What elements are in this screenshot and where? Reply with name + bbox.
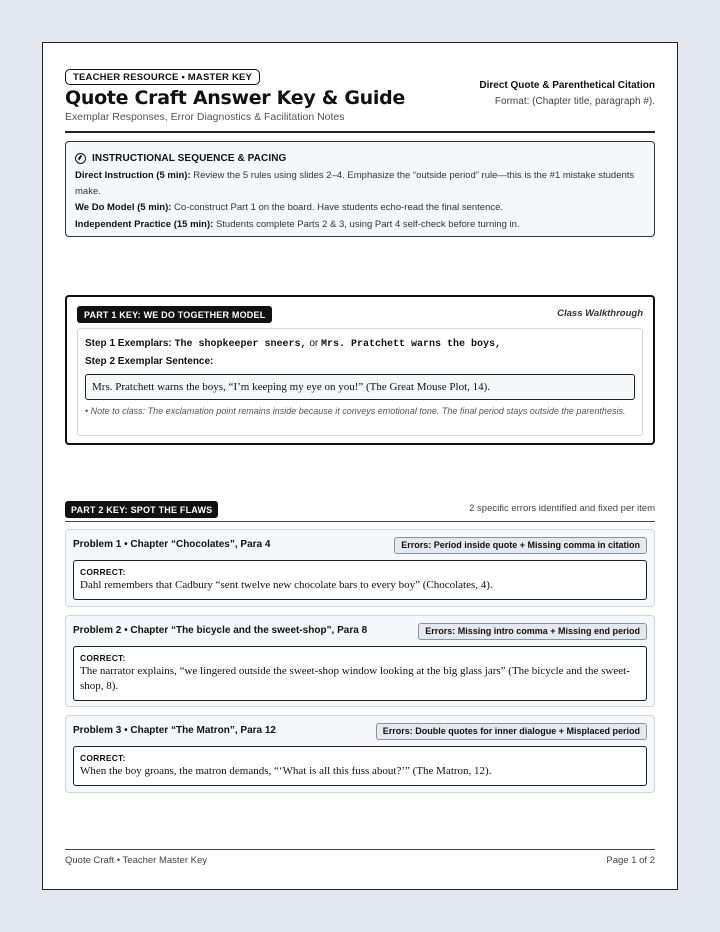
part1-note: Class Walkthrough (557, 308, 643, 319)
instruction-item-text: Co-construct Part 1 on the board. Have students echo-read the final sentence. (174, 202, 504, 213)
instruction-item-text: Students complete Parts 2 & 3, using Part 4 self-check before turning in. (215, 218, 520, 230)
error-badge: Errors: Period inside quote + Missing comma in citation (394, 537, 647, 554)
step1-label: Step 1 Exemplars: (85, 338, 172, 349)
part1-section (65, 295, 655, 445)
instruction-item (75, 217, 645, 233)
step1-line (85, 337, 635, 352)
instruction-box (65, 141, 655, 237)
correct-label: CORRECT: (80, 753, 126, 763)
problem-title: Problem 2 • Chapter “The bicycle and the sweet-shop”, Para 8 (73, 625, 368, 636)
step2-label: Step 2 Exemplar Sentence: (85, 356, 214, 367)
instruction-item (75, 200, 645, 216)
correct-answer-box (73, 646, 647, 701)
topic-title: Direct Quote & Parenthetical Citation (479, 80, 655, 91)
exemplar-sentence: Mrs. Pratchett warns the boys, “I’m keeping my eye on you!” (The Great Mouse Plot, 14). (85, 374, 635, 400)
instruction-item (75, 168, 645, 199)
instruction-item-text: Review the 5 rules using slides 2–4. Emphasize the “outside period” rule—this is the #1 mistake students make. (75, 170, 635, 197)
correct-answer: Dahl remembers that Cadbury “sent twelve new chocolate bars to every boy” (Chocolates, 4). (80, 579, 493, 591)
page-content (65, 43, 655, 889)
instruction-item-label: We Do Model (5 min): (75, 202, 172, 213)
step1-example-b: Mrs. Pratchett warns the boys, (321, 339, 502, 350)
part2-header (65, 499, 655, 521)
document-header (65, 69, 655, 133)
correct-answer: When the boy groans, the matron demands, “‘What is all this fuss about?’” (The Matron, 12). (80, 765, 492, 777)
part2-note: 2 specific errors identified and fixed per item (469, 503, 655, 514)
error-badge: Errors: Missing intro comma + Missing end period (418, 623, 647, 640)
class-note: • Note to class: The exclamation point remains inside because it conveys emotional tone. The final period stays outside the parenthesis. (85, 406, 626, 416)
page-number: Page 1 of 2 (606, 855, 655, 866)
error-badge: Errors: Double quotes for inner dialogue + Misplaced period (376, 723, 647, 740)
correct-label: CORRECT: (80, 653, 126, 663)
resource-tag: TEACHER RESOURCE • MASTER KEY (65, 69, 260, 85)
instruction-item-label: Direct Instruction (5 min): (75, 170, 191, 181)
instruction-list (75, 168, 645, 232)
problem-card (65, 529, 655, 607)
problem-card (65, 615, 655, 707)
page-subtitle: Exemplar Responses, Error Diagnostics & Facilitation Notes (65, 111, 345, 123)
correct-label: CORRECT: (80, 567, 126, 577)
footer-title: Quote Craft • Teacher Master Key (65, 855, 208, 866)
page-title: Quote Craft Answer Key & Guide (65, 87, 405, 109)
instruction-heading-text: INSTRUCTIONAL SEQUENCE & PACING (92, 152, 287, 164)
part1-label: PART 1 KEY: WE DO TOGETHER MODEL (77, 306, 272, 323)
problem-title: Problem 3 • Chapter “The Matron”, Para 12 (73, 725, 276, 736)
problem-title: Problem 1 • Chapter “Chocolates”, Para 4 (73, 539, 271, 550)
correct-answer-box (73, 560, 647, 600)
correct-answer: The narrator explains, “we lingered outside the sweet-shop window looking at the big glass jars” (The bicycle and the sweet-shop, 8). (80, 665, 630, 692)
compass-icon (75, 153, 86, 164)
part2-label: PART 2 KEY: SPOT THE FLAWS (65, 501, 218, 518)
citation-format: Format: (Chapter title, paragraph #). (494, 96, 655, 107)
correct-answer-box (73, 746, 647, 786)
worksheet-page (42, 42, 678, 890)
problem-card (65, 715, 655, 793)
step1-example-a: The shopkeeper sneers, (174, 339, 307, 350)
instruction-item-label: Independent Practice (15 min): (75, 218, 214, 230)
header-divider (65, 131, 655, 133)
footer-divider (65, 849, 655, 850)
part1-card (77, 328, 643, 436)
instruction-heading (75, 151, 645, 165)
part2-divider (65, 521, 655, 522)
step1-or: or (309, 338, 319, 349)
